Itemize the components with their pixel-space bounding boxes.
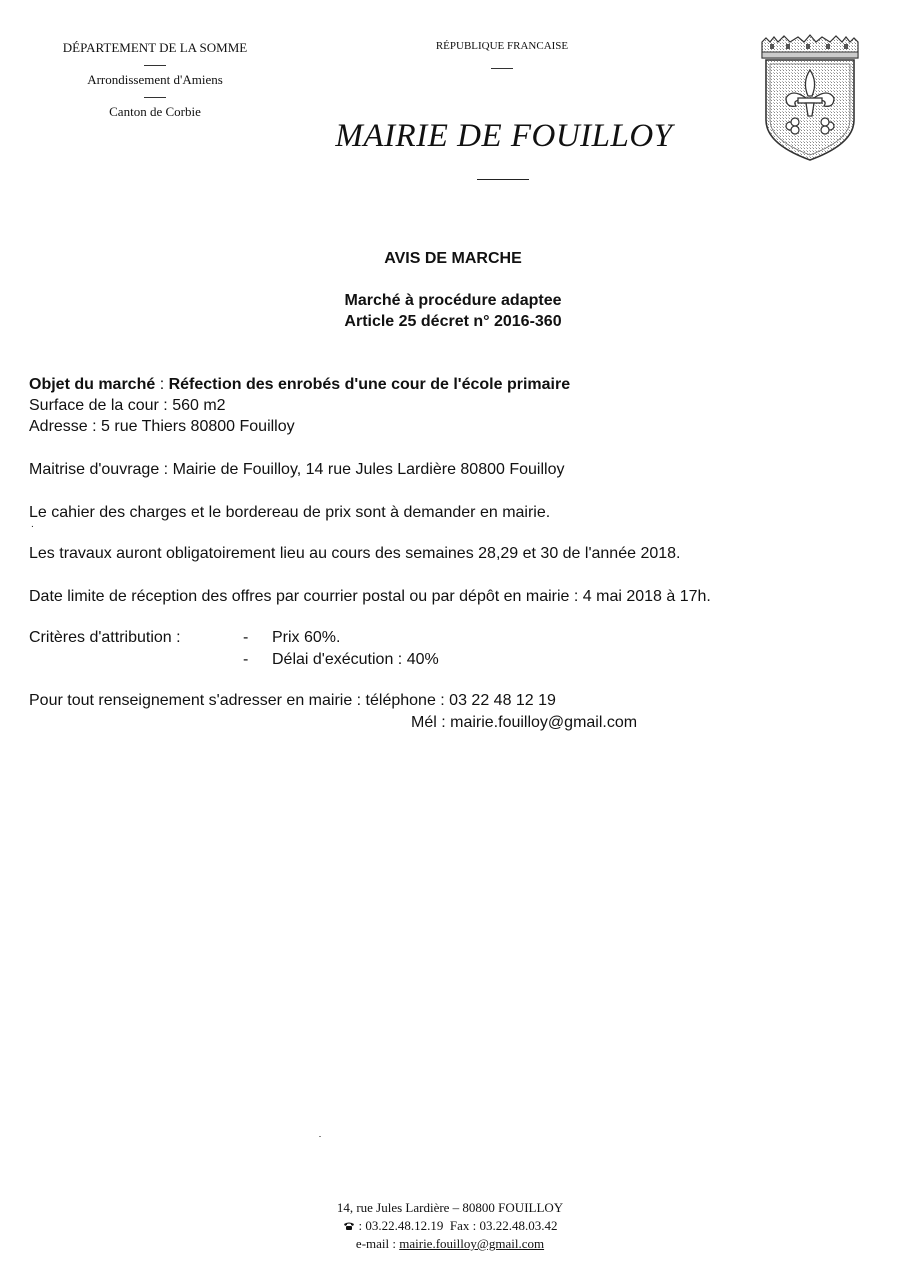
title-underline xyxy=(477,179,529,180)
footer-fax: Fax : 03.22.48.03.42 xyxy=(449,1218,558,1233)
travaux-line: Les travaux auront obligatoirement lieu au cours des semaines 28,29 et 30 de l'année 2018. xyxy=(29,545,681,562)
header-left xyxy=(32,40,278,120)
scan-speck xyxy=(319,1136,321,1137)
objet-line xyxy=(29,375,570,394)
critere-text: Prix 60%. xyxy=(272,629,341,646)
divider xyxy=(144,97,166,98)
critere-dash: - xyxy=(243,651,249,668)
republique-label: RÉPUBLIQUE FRANCAISE xyxy=(435,40,569,52)
footer-phone: : 03.22.48.12.19 xyxy=(358,1218,444,1233)
critere-item xyxy=(243,650,439,669)
critere-dash: - xyxy=(243,629,249,646)
notice-title: AVIS DE MARCHE xyxy=(384,250,522,267)
critere-text: Délai d'exécution : 40% xyxy=(272,651,439,668)
departement-label: DÉPARTEMENT DE LA SOMME xyxy=(62,40,248,55)
footer-email-link[interactable]: mairie.fouilloy@gmail.com xyxy=(399,1236,545,1251)
stray-dot: . xyxy=(31,519,34,530)
header-center xyxy=(400,40,604,75)
canton-label: Canton de Corbie xyxy=(109,104,201,119)
telephone-icon xyxy=(343,1218,355,1228)
objet-separator: : xyxy=(155,376,169,393)
coat-of-arms-icon xyxy=(756,34,864,162)
date-limite-line: Date limite de réception des offres par courrier postal ou par dépôt en mairie : 4 mai 2018 à 17h. xyxy=(29,588,711,605)
divider xyxy=(491,68,513,69)
surface-line: Surface de la cour : 560 m2 xyxy=(29,397,226,414)
footer-email-label: e-mail : xyxy=(355,1236,400,1251)
divider xyxy=(144,65,166,66)
mel-line: Mél : mairie.fouilloy@gmail.com xyxy=(411,714,638,731)
notice-subtitle-procedure: Marché à procédure adaptee xyxy=(344,292,562,309)
criteres-label: Critères d'attribution : xyxy=(29,629,181,646)
maitrise-line: Maitrise d'ouvrage : Mairie de Fouilloy, 14 rue Jules Lardière 80800 Fouilloy xyxy=(29,461,565,478)
critere-item xyxy=(243,628,439,647)
objet-label: Objet du marché xyxy=(29,376,156,393)
footer xyxy=(250,1199,650,1253)
footer-contact xyxy=(250,1217,650,1235)
footer-email-line xyxy=(250,1235,650,1253)
footer-address: 14, rue Jules Lardière – 80800 FOUILLOY xyxy=(336,1200,564,1215)
mairie-title: MAIRIE DE FOUILLOY xyxy=(335,118,673,154)
arrondissement-label: Arrondissement d'Amiens xyxy=(87,72,223,87)
criteres-list xyxy=(243,628,439,669)
notice-subtitle-article: Article 25 décret n° 2016-360 xyxy=(344,313,562,330)
adresse-line: Adresse : 5 rue Thiers 80800 Fouilloy xyxy=(29,418,295,435)
objet-value: Réfection des enrobés d'une cour de l'école primaire xyxy=(168,376,571,393)
cahier-line: Le cahier des charges et le bordereau de prix sont à demander en mairie. xyxy=(29,504,551,521)
renseignement-line: Pour tout renseignement s'adresser en mairie : téléphone : 03 22 48 12 19 xyxy=(29,692,556,709)
